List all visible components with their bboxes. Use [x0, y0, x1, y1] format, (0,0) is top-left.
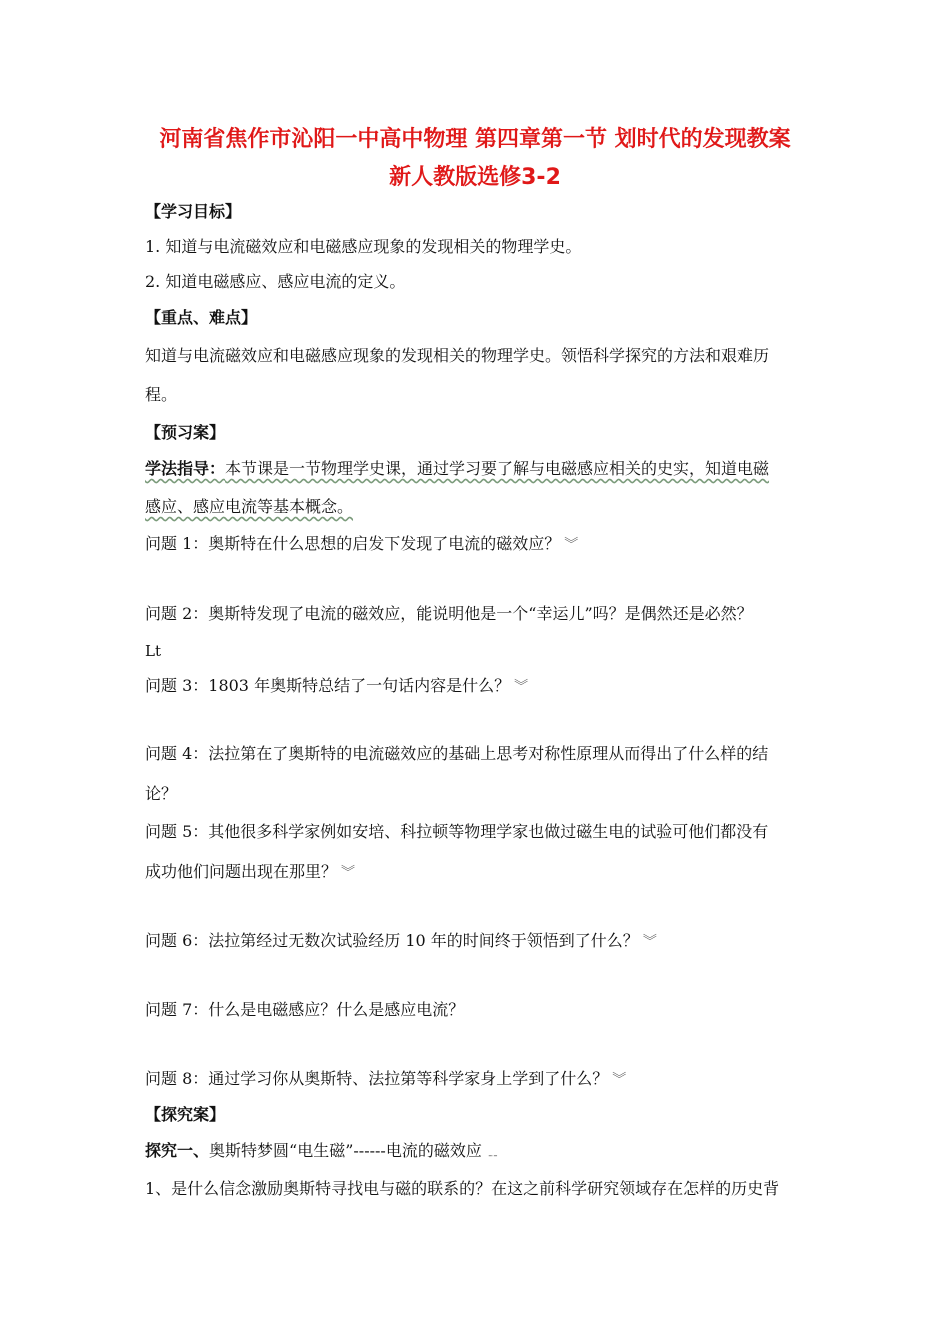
- question-8-text: 问题 8：通过学习你从奥斯特、法拉第等科学家身上学到了什么？: [145, 1069, 609, 1088]
- study-guide-label: 学法指导：: [145, 459, 226, 478]
- explore-heading: 【探究案】: [145, 1105, 226, 1124]
- chevron-mark-icon: ︾: [341, 865, 356, 881]
- study-guide-line-2: [145, 497, 810, 517]
- question-6-text: 问题 6：法拉第经过无数次试验经历 10 年的时间终于领悟到了什么？: [145, 931, 639, 950]
- question-5-line-1: 问题 5：其他很多科学家例如安培、科拉顿等物理学家也做过磁生电的试验可他们都没有: [145, 822, 769, 841]
- study-guide-line-1: [145, 459, 810, 479]
- question-7: 问题 7：什么是电磁感应？什么是感应电流？: [145, 1000, 465, 1019]
- preview-heading: 【预习案】: [145, 423, 226, 442]
- chevron-mark-icon: ︾: [514, 679, 529, 695]
- document-title-line-1: 河南省焦作市沁阳一中高中物理 第四章第一节 划时代的发现教案: [159, 127, 791, 152]
- question-5-text: 成功他们问题出现在那里？: [145, 862, 338, 881]
- chevron-mark-icon: ︾: [612, 1072, 627, 1088]
- key-points-text-line-1: 知道与电流磁效应和电磁感应现象的发现相关的物理学史。领悟科学探究的方法和艰难历: [145, 346, 770, 365]
- chevron-mark-icon: ︾: [564, 537, 579, 553]
- question-1: [145, 534, 810, 555]
- key-points-text-line-2: 程。: [145, 385, 178, 404]
- explore-item-1: [145, 1141, 810, 1162]
- explore-item-1-label: 探究一、: [145, 1141, 210, 1160]
- objectives-heading: 【学习目标】: [145, 202, 242, 221]
- study-guide-text: 本节课是一节物理学史课，通过学习要了解与电磁感应相关的史实，知道电磁: [225, 459, 770, 478]
- question-4-line-1: 问题 4：法拉第在了奥斯特的电流磁效应的基础上思考对称性原理从而得出了什么样的结: [145, 744, 769, 763]
- objective-item-1: 1. 知道与电流磁效应和电磁感应现象的发现相关的物理学史。: [145, 237, 582, 256]
- study-guide-text-continued: 感应、感应电流等基本概念。: [145, 497, 354, 516]
- explore-question-1: 1、是什么信念激励奥斯特寻找电与磁的联系的？在这之前科学研究领域存在怎样的历史背: [145, 1179, 780, 1198]
- question-2-mark: Lt: [145, 642, 161, 660]
- document-title-line-2: 新人教版选修3-2: [389, 165, 561, 190]
- question-1-text: 问题 1：奥斯特在什么思想的启发下发现了电流的磁效应？: [145, 534, 561, 553]
- question-5-line-2: [145, 862, 810, 883]
- question-6: [145, 931, 810, 952]
- question-2: 问题 2：奥斯特发现了电流的磁效应，能说明他是一个“幸运儿”吗？是偶然还是必然？: [145, 604, 753, 623]
- chevron-mark-icon: ︾: [642, 934, 657, 950]
- key-points-heading: 【重点、难点】: [145, 308, 258, 327]
- explore-item-1-text: 奥斯特梦圆“电生磁”------电流的磁效应: [209, 1141, 482, 1160]
- question-3-text: 问题 3：1803 年奥斯特总结了一句话内容是什么？: [145, 676, 511, 695]
- objective-item-2: 2. 知道电磁感应、感应电流的定义。: [145, 272, 406, 291]
- question-3: [145, 676, 810, 697]
- explore-item-1-mark: ﹎: [485, 1144, 500, 1160]
- question-4-line-2: 论？: [145, 784, 178, 803]
- question-8: [145, 1069, 810, 1090]
